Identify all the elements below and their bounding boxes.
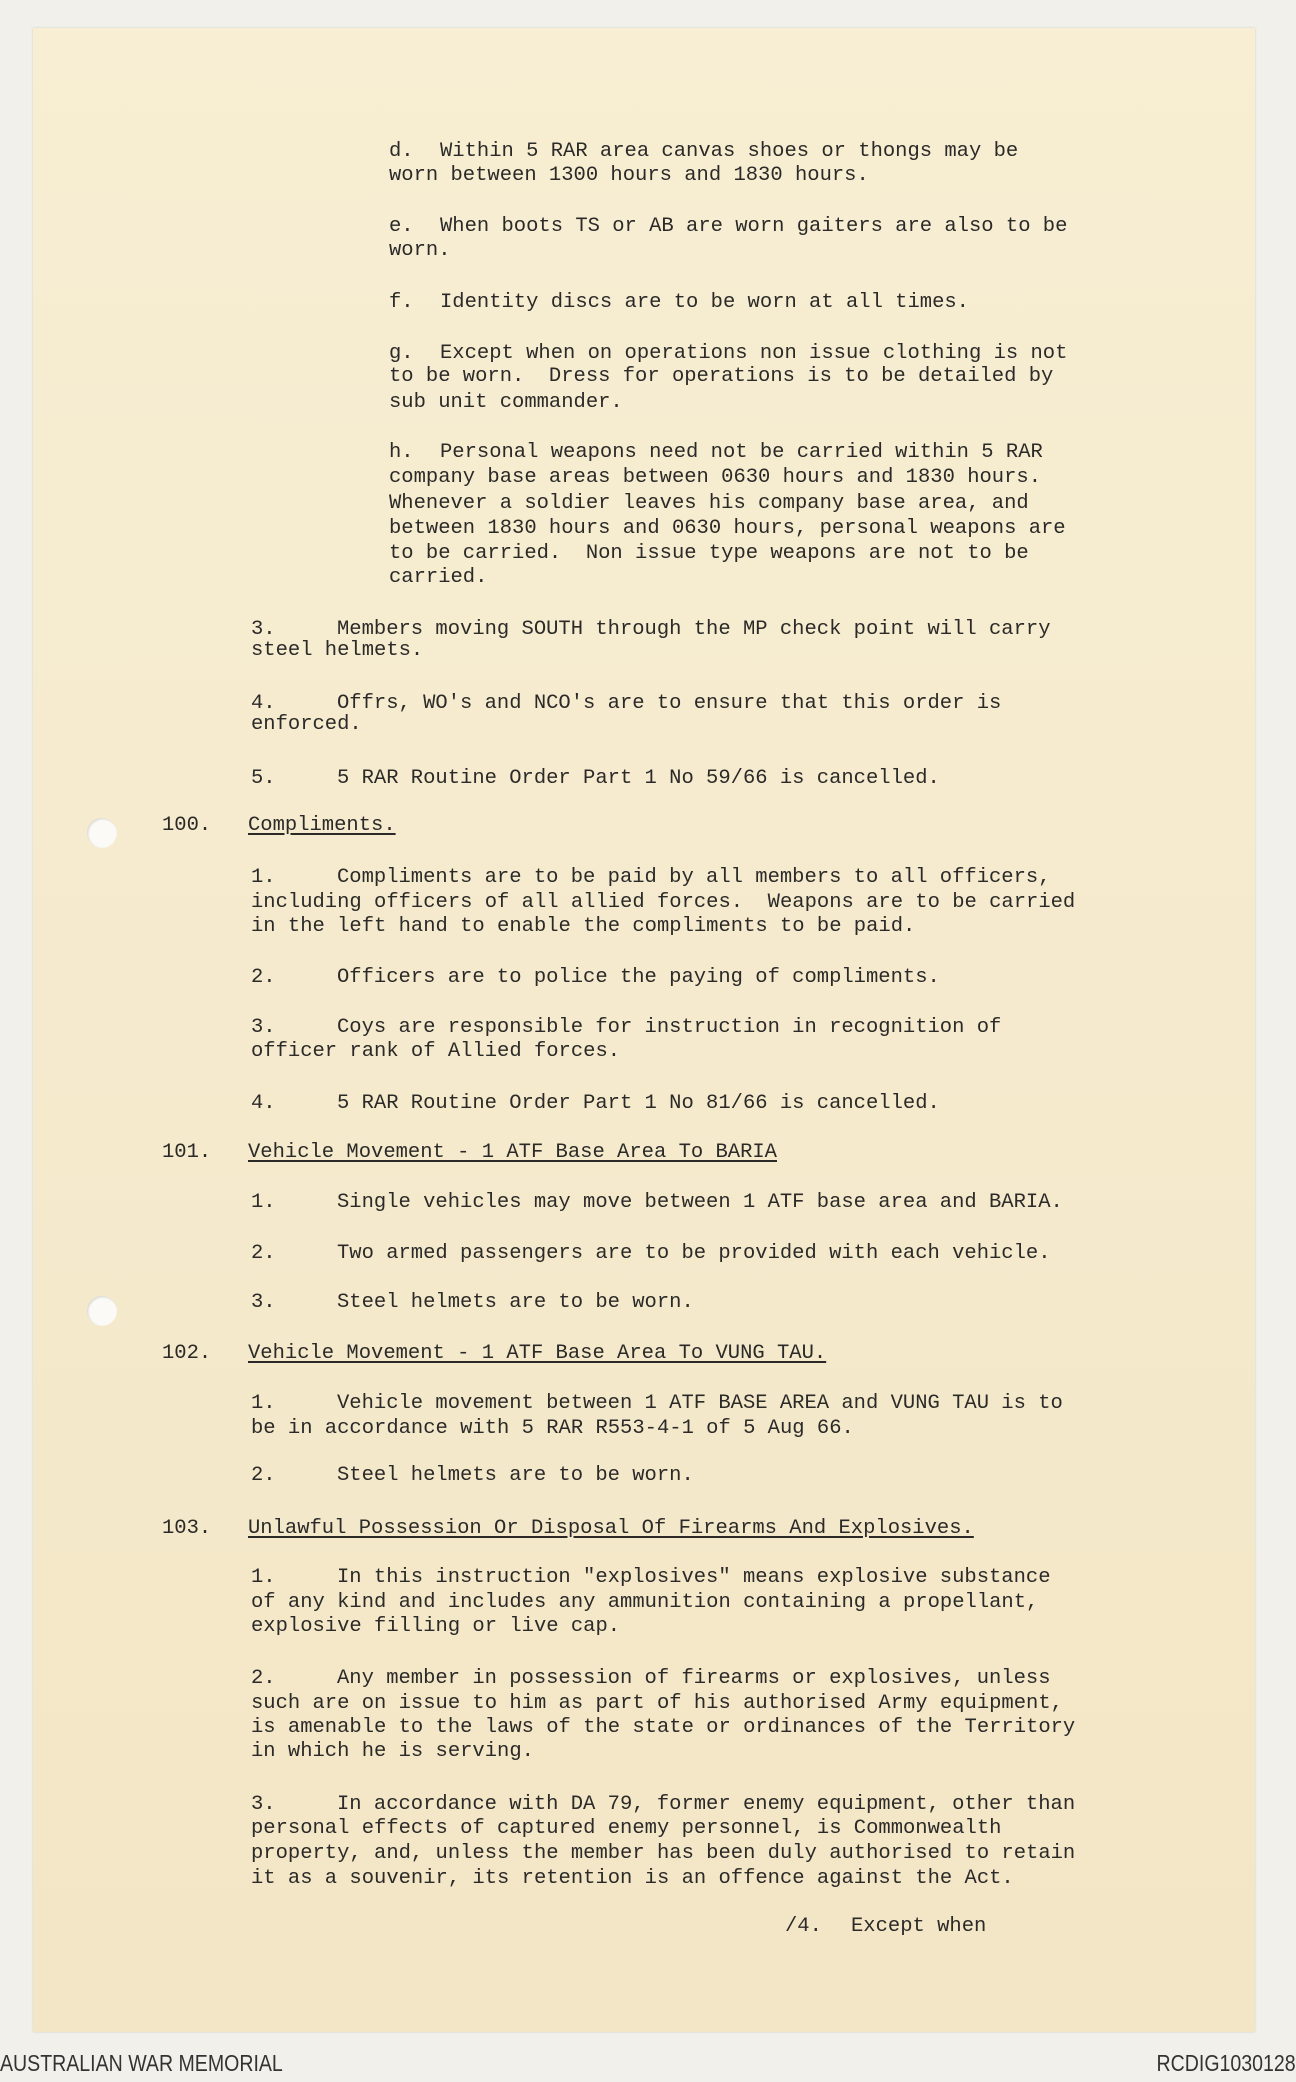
paragraph-line: In accordance with DA 79, former enemy equipment, other than [337, 1793, 1076, 1816]
paragraph-number: h. [389, 441, 414, 464]
archive-credit: AUSTRALIAN WAR MEMORIAL [0, 2050, 283, 2076]
paragraph-line: Vehicle movement between 1 ATF BASE AREA and VUNG TAU is to [337, 1392, 1063, 1415]
paragraph-line: between 1830 hours and 0630 hours, personal weapons are [389, 517, 1066, 540]
paragraph-number: 4. [251, 1092, 276, 1115]
section-number: 100. [162, 814, 212, 837]
paragraph-number: 4. [251, 692, 276, 715]
paragraph-number: f. [389, 291, 414, 314]
section-title: Compliments. [248, 814, 396, 837]
paragraph-number: 2. [251, 1464, 276, 1487]
paragraph-line: 5 RAR Routine Order Part 1 No 81/66 is cancelled. [337, 1092, 940, 1115]
section-title: Unlawful Possession Or Disposal Of Firearms And Explosives. [248, 1517, 974, 1540]
paragraph-line: Steel helmets are to be worn. [337, 1464, 694, 1487]
paragraph-line: to be carried. Non issue type weapons are not to be [389, 542, 1029, 565]
paragraph-number: e. [389, 215, 414, 238]
paragraph-line: company base areas between 0630 hours and 1830 hours. [389, 466, 1042, 489]
paragraph-line: Steel helmets are to be worn. [337, 1291, 694, 1314]
paragraph-line: property, and, unless the member has been duly authorised to retain [251, 1842, 1076, 1865]
paragraph-number: 5. [251, 767, 276, 790]
catchword: Except when [851, 1915, 987, 1938]
paragraph-line: in which he is serving. [251, 1740, 534, 1763]
paragraph-line: to be worn. Dress for operations is to be detailed by [389, 365, 1054, 388]
paragraph-number: 2. [251, 1667, 276, 1690]
paragraph-number: 1. [251, 1566, 276, 1589]
section-title: Vehicle Movement - 1 ATF Base Area To VUNG TAU. [248, 1342, 827, 1365]
paragraph-number: 1. [251, 1191, 276, 1214]
paragraph-line: Coys are responsible for instruction in recognition of [337, 1016, 1002, 1039]
paragraph-line: it as a souvenir, its retention is an offence against the Act. [251, 1867, 1014, 1890]
paragraph-number: 3. [251, 1016, 276, 1039]
paragraph-line: carried. [389, 566, 488, 589]
paragraph-line: Except when on operations non issue clothing is not [440, 342, 1068, 365]
paragraph-line: officer rank of Allied forces. [251, 1040, 621, 1063]
section-number: 102. [162, 1342, 212, 1365]
paragraph-line: enforced. [251, 713, 362, 736]
punch-hole [87, 1296, 117, 1326]
paragraph-line: When boots TS or AB are worn gaiters are also to be [440, 215, 1068, 238]
paragraph-number: /4. [785, 1915, 822, 1938]
paragraph-line: be in accordance with 5 RAR R553-4-1 of 5 Aug 66. [251, 1417, 854, 1440]
paragraph-line: of any kind and includes any ammunition containing a propellant, [251, 1591, 1039, 1614]
paragraph-line: in the left hand to enable the compliments to be paid. [251, 915, 916, 938]
paragraph-line: such are on issue to him as part of his authorised Army equipment, [251, 1692, 1063, 1715]
paragraph-line: Offrs, WO's and NCO's are to ensure that this order is [337, 692, 1002, 715]
paragraph-number: d. [389, 140, 414, 163]
paragraph-line: explosive filling or live cap. [251, 1615, 621, 1638]
paragraph-line: 5 RAR Routine Order Part 1 No 59/66 is cancelled. [337, 767, 940, 790]
paragraph-number: 1. [251, 866, 276, 889]
section-title: Vehicle Movement - 1 ATF Base Area To BARIA [248, 1141, 777, 1164]
paragraph-number: 1. [251, 1392, 276, 1415]
archive-reference: RCDIG1030128 [1156, 2050, 1296, 2076]
paragraph-number: 3. [251, 618, 276, 641]
paragraph-line: is amenable to the laws of the state or ordinances of the Territory [251, 1716, 1076, 1739]
paragraph-line: Single vehicles may move between 1 ATF base area and BARIA. [337, 1191, 1063, 1214]
paragraph-line: Personal weapons need not be carried within 5 RAR [440, 441, 1043, 464]
paragraph-line: Whenever a soldier leaves his company base area, and [389, 492, 1029, 515]
paragraph-line: personal effects of captured enemy personnel, is Commonwealth [251, 1817, 1002, 1840]
section-number: 101. [162, 1141, 212, 1164]
paragraph-line: worn between 1300 hours and 1830 hours. [389, 164, 869, 187]
paragraph-number: 2. [251, 966, 276, 989]
paragraph-number: 3. [251, 1291, 276, 1314]
paragraph-line: sub unit commander. [389, 391, 623, 414]
paragraph-number: 2. [251, 1242, 276, 1265]
paragraph-number: g. [389, 342, 414, 365]
punch-hole [87, 818, 117, 848]
paragraph-line: Any member in possession of firearms or explosives, unless [337, 1667, 1051, 1690]
paragraph-line: Identity discs are to be worn at all times. [440, 291, 969, 314]
paragraph-line: worn. [389, 239, 451, 262]
paragraph-line: Compliments are to be paid by all members to all officers, [337, 866, 1051, 889]
paragraph-line: Within 5 RAR area canvas shoes or thongs may be [440, 140, 1019, 163]
paragraph-line: Two armed passengers are to be provided with each vehicle. [337, 1242, 1051, 1265]
paragraph-line: including officers of all allied forces. Weapons are to be carried [251, 891, 1076, 914]
paragraph-line: Officers are to police the paying of compliments. [337, 966, 940, 989]
paragraph-line: In this instruction "explosives" means explosive substance [337, 1566, 1051, 1589]
section-number: 103. [162, 1517, 212, 1540]
paragraph-line: steel helmets. [251, 639, 424, 662]
paragraph-number: 3. [251, 1793, 276, 1816]
paragraph-line: Members moving SOUTH through the MP check point will carry [337, 618, 1051, 641]
